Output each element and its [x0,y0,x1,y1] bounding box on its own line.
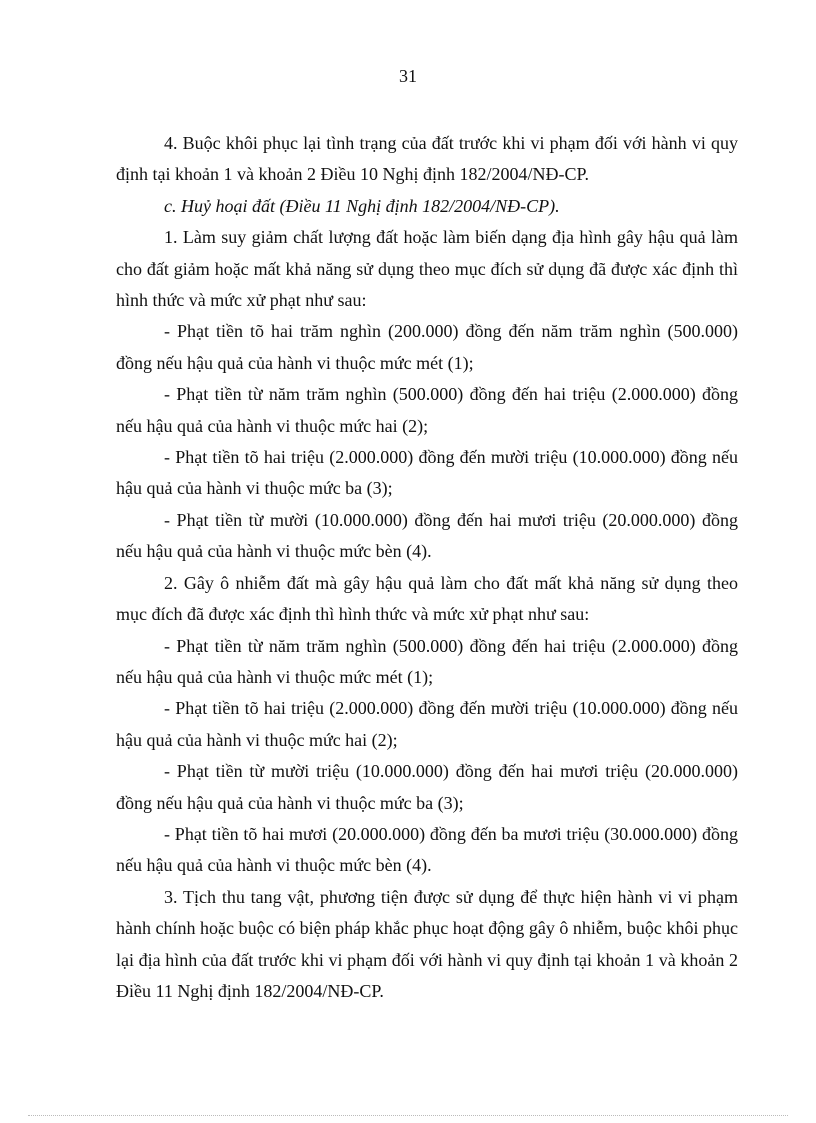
paragraph: 1. Làm suy giảm chất lượng đất hoặc làm biến dạng địa hình gây hậu quả làm cho đất giảm hoặc mất khả năng sử dụng theo mục đích sử dụng đã được xác định thì hình thức và mức xử phạt như sau: [116,227,738,311]
paragraph: 4. Buộc khôi phục lại tình trạng của đất trước khi vi phạm đối với hành vi quy định tại khoản 1 và khoản 2 Điều 10 Nghị định 182/2004/NĐ-CP. [116,133,738,185]
list-item: - Phạt tiền tõ hai triệu (2.000.000) đồng đến mười triệu (10.000.000) đồng nếu hậu quả của hành vi thuộc mức hai (2); [116,698,738,750]
page-number: 31 [399,66,417,86]
list-item: - Phạt tiền tõ hai mươi (20.000.000) đồng đến ba mươi triệu (30.000.000) đồng nếu hậu quả của hành vi thuộc mức bèn (4). [116,823,738,876]
document-body [116,128,738,1007]
list-item: - Phạt tiền từ năm trăm nghìn (500.000) đồng đến hai triệu (2.000.000) đồng nếu hậu quả của hành vi thuộc mức hai (2); [116,384,738,436]
list-item: - Phạt tiền từ năm trăm nghìn (500.000) đồng đến hai triệu (2.000.000) đồng nếu hậu quả của hành vi thuộc mức mét (1); [116,635,738,687]
list-item: - Phạt tiền từ mười triệu (10.000.000) đồng đến hai mươi triệu (20.000.000) đồng nếu hậu quả của hành vi thuộc mức ba (3); [116,761,738,813]
list-item: - Phạt tiền tõ hai triệu (2.000.000) đồng đến mười triệu (10.000.000) đồng nếu hậu quả của hành vi thuộc mức ba (3); [116,447,738,499]
list-item: - Phạt tiền từ mười (10.000.000) đồng đến hai mươi triệu (20.000.000) đồng nếu hậu quả của hành vi thuộc mức bèn (4). [116,509,738,562]
paragraph: 2. Gây ô nhiễm đất mà gây hậu quả làm cho đất mất khả năng sử dụng theo mục đích đã được xác định thì hình thức và mức xử phạt như sau: [116,572,738,625]
list-item: - Phạt tiền tõ hai trăm nghìn (200.000) đồng đến năm trăm nghìn (500.000) đồng nếu hậu quả của hành vi thuộc mức mét (1); [116,321,738,373]
section-heading: c. Huỷ hoại đất (Điều 11 Nghị định 182/2004/NĐ-CP). [164,195,560,216]
paragraph: 3. Tịch thu tang vật, phương tiện được sử dụng để thực hiện hành vi vi phạm hành chính hoặc buộc có biện pháp khắc phục hoạt động gây ô nhiễm, buộc khôi phục lại địa hình của đất trước khi vi phạm đối với hành vi quy định tại khoản 1 và khoản 2 Điều 11 Nghị định 182/2004/NĐ-CP. [116,886,738,1001]
page-bottom-divider [28,1115,788,1116]
